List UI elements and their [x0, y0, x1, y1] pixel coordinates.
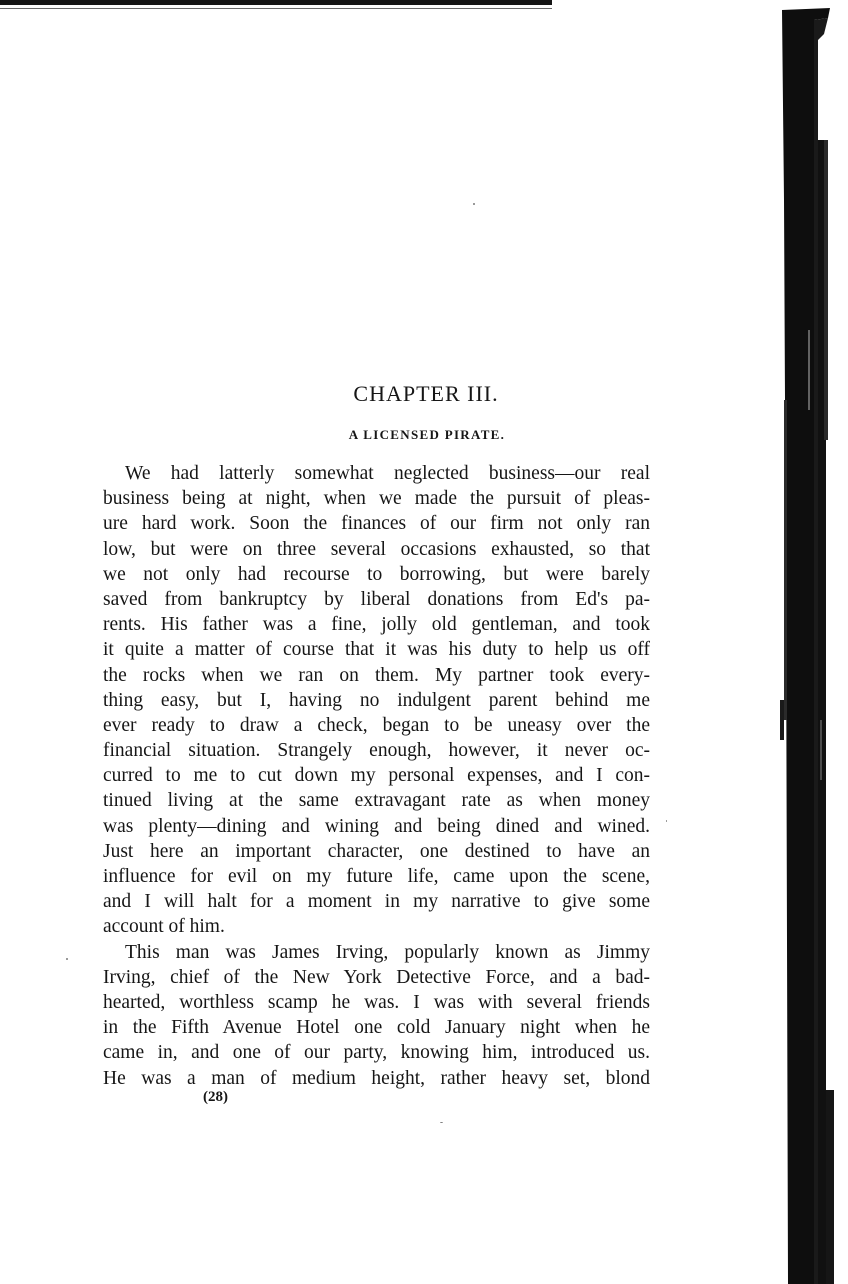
text-line: This man was James Irving, popularly known as Jimmy — [125, 941, 650, 963]
scan-speck — [66, 958, 68, 960]
text-line: account of him. — [103, 916, 225, 938]
text-line: He was a man of medium height, rather heavy set, blond — [103, 1067, 650, 1089]
text-line: low, but were on three several occasions exhausted, so that — [103, 538, 650, 560]
text-line: in the Fifth Avenue Hotel one cold January night when he — [103, 1017, 650, 1039]
text-line: business being at night, when we made the pursuit of pleas- — [103, 488, 650, 510]
text-line: saved from bankruptcy by liberal donations from Ed's pa- — [103, 588, 650, 610]
page-number: (28) — [203, 1089, 228, 1105]
text-line: it quite a matter of course that it was his duty to help us off — [103, 639, 650, 661]
top-edge-rule — [0, 0, 552, 5]
text-line: tinued living at the same extravagant rate as when money — [103, 790, 650, 812]
text-line: hearted, worthless scamp he was. I was with several friends — [103, 991, 650, 1013]
text-line: the rocks when we ran on them. My partner took every- — [103, 664, 650, 686]
scan-speck — [473, 203, 475, 205]
scan-speck — [666, 820, 667, 822]
text-line: Irving, chief of the New York Detective Force, and a bad- — [103, 966, 650, 988]
text-line: came in, and one of our party, knowing him, introduced us. — [103, 1042, 650, 1064]
paragraph-2 — [103, 940, 650, 1091]
top-edge-hairline — [0, 8, 552, 9]
text-line: ever ready to draw a check, began to be uneasy over the — [103, 714, 650, 736]
text-line: influence for evil on my future life, came upon the scene, — [103, 866, 650, 887]
binding-edge-shadow — [778, 0, 848, 1284]
text-line: thing easy, but I, having no indulgent parent behind me — [103, 689, 650, 711]
text-line: curred to me to cut down my personal expenses, and I con- — [103, 765, 650, 787]
scan-speck — [440, 1122, 443, 1123]
chapter-title: CHAPTER III. — [353, 381, 499, 406]
chapter-body — [103, 461, 650, 1091]
chapter-subtitle: A LICENSED PIRATE. — [348, 427, 506, 442]
text-line: was plenty—dining and wining and being dined and wined. — [103, 815, 650, 837]
text-line: Just here an important character, one destined to have an — [103, 840, 650, 862]
text-line: ure hard work. Soon the finances of our firm not only ran — [103, 513, 650, 535]
paragraph-1 — [103, 461, 650, 940]
text-line: financial situation. Strangely enough, however, it never oc- — [103, 740, 650, 762]
text-line: and I will halt for a moment in my narrative to give some — [103, 891, 650, 913]
text-line: we not only had recourse to borrowing, but were barely — [103, 563, 650, 585]
text-line: rents. His father was a fine, jolly old gentleman, and took — [103, 614, 650, 636]
text-line: We had latterly somewhat neglected business—our real — [125, 463, 650, 484]
